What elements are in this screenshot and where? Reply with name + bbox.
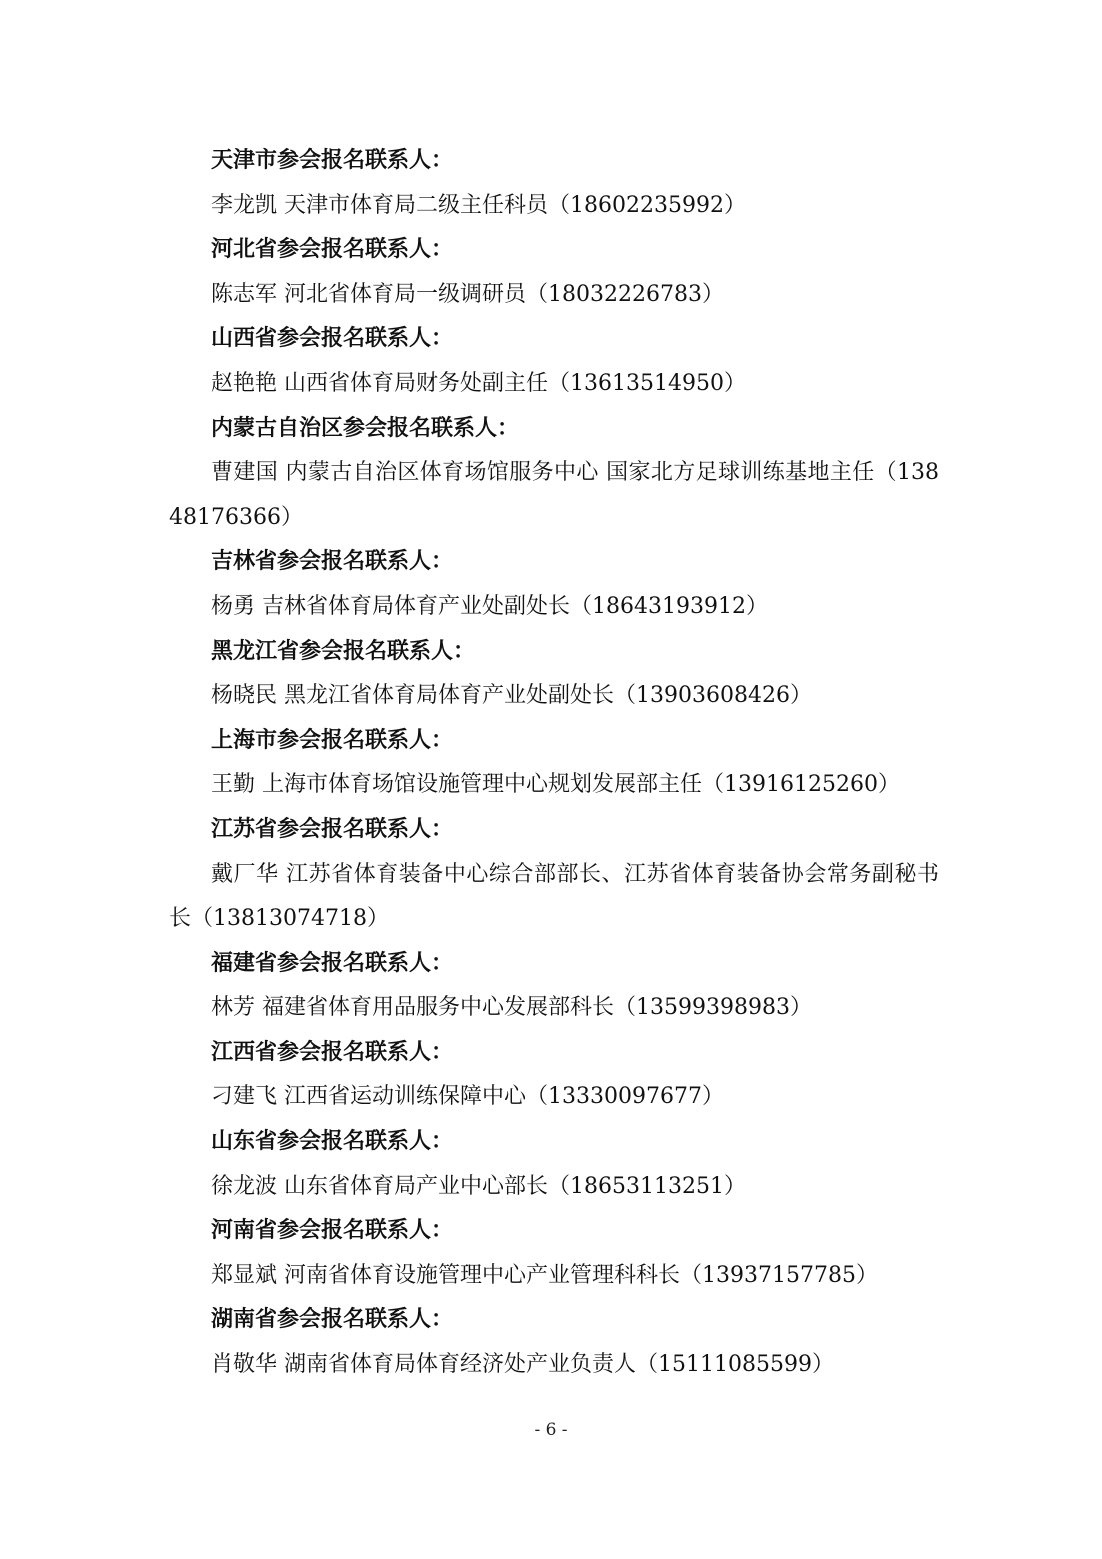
- section-heading-tianjin: 天津市参会报名联系人：: [211, 148, 454, 173]
- section-heading-jilin: 吉林省参会报名联系人：: [211, 549, 454, 575]
- contact-entry-shanxi: 赵艳艳 山西省体育局财务处副主任（13613514950）: [211, 370, 746, 396]
- section-heading-henan: 河南省参会报名联系人：: [211, 1218, 454, 1244]
- page-number: - 6 -: [534, 1420, 568, 1440]
- section-heading-shanxi: 山西省参会报名联系人：: [211, 326, 454, 352]
- contact-entry-jiangxi: 刁建飞 江西省运动训练保障中心（13330097677）: [211, 1084, 724, 1110]
- section-heading-jiangsu: 江苏省参会报名联系人：: [211, 816, 454, 842]
- contact-entry-heilongjiang: 杨晓民 黑龙江省体育局体育产业处副处长（13903608426）: [211, 683, 812, 709]
- contact-entry-henan: 郑显斌 河南省体育设施管理中心产业管理科科长（13937157785）: [211, 1262, 878, 1288]
- contact-entry-inner-mongolia: 曹建国 内蒙古自治区体育场馆服务中心 国家北方足球训练基地主任（13848176366）: [169, 460, 939, 530]
- section-heading-heilongjiang: 黑龙江省参会报名联系人：: [211, 638, 476, 664]
- contact-list: [169, 139, 939, 1388]
- contact-entry-tianjin: 李龙凯 天津市体育局二级主任科员（18602235992）: [211, 192, 746, 218]
- section-heading-inner-mongolia: 内蒙古自治区参会报名联系人：: [211, 415, 520, 441]
- contact-entry-hunan: 肖敬华 湖南省体育局体育经济处产业负责人（15111085599）: [211, 1352, 834, 1378]
- contact-entry-fujian: 林芳 福建省体育用品服务中心发展部科长（13599398983）: [211, 995, 812, 1021]
- section-heading-jiangxi: 江西省参会报名联系人：: [211, 1039, 454, 1065]
- section-heading-shanghai: 上海市参会报名联系人：: [211, 727, 454, 753]
- section-heading-shandong: 山东省参会报名联系人：: [211, 1129, 454, 1155]
- contact-entry-jilin: 杨勇 吉林省体育局体育产业处副处长（18643193912）: [211, 593, 768, 619]
- contact-entry-jiangsu: 戴厂华 江苏省体育装备中心综合部部长、江苏省体育装备协会常务副秘书长（13813074718）: [169, 861, 939, 932]
- section-heading-hunan: 湖南省参会报名联系人：: [211, 1307, 454, 1333]
- section-heading-hebei: 河北省参会报名联系人：: [211, 237, 454, 263]
- section-heading-fujian: 福建省参会报名联系人：: [211, 950, 454, 976]
- contact-entry-shanghai: 王勤 上海市体育场馆设施管理中心规划发展部主任（13916125260）: [211, 772, 900, 798]
- contact-entry-hebei: 陈志军 河北省体育局一级调研员（18032226783）: [211, 281, 724, 307]
- contact-entry-shandong: 徐龙波 山东省体育局产业中心部长（18653113251）: [211, 1173, 746, 1199]
